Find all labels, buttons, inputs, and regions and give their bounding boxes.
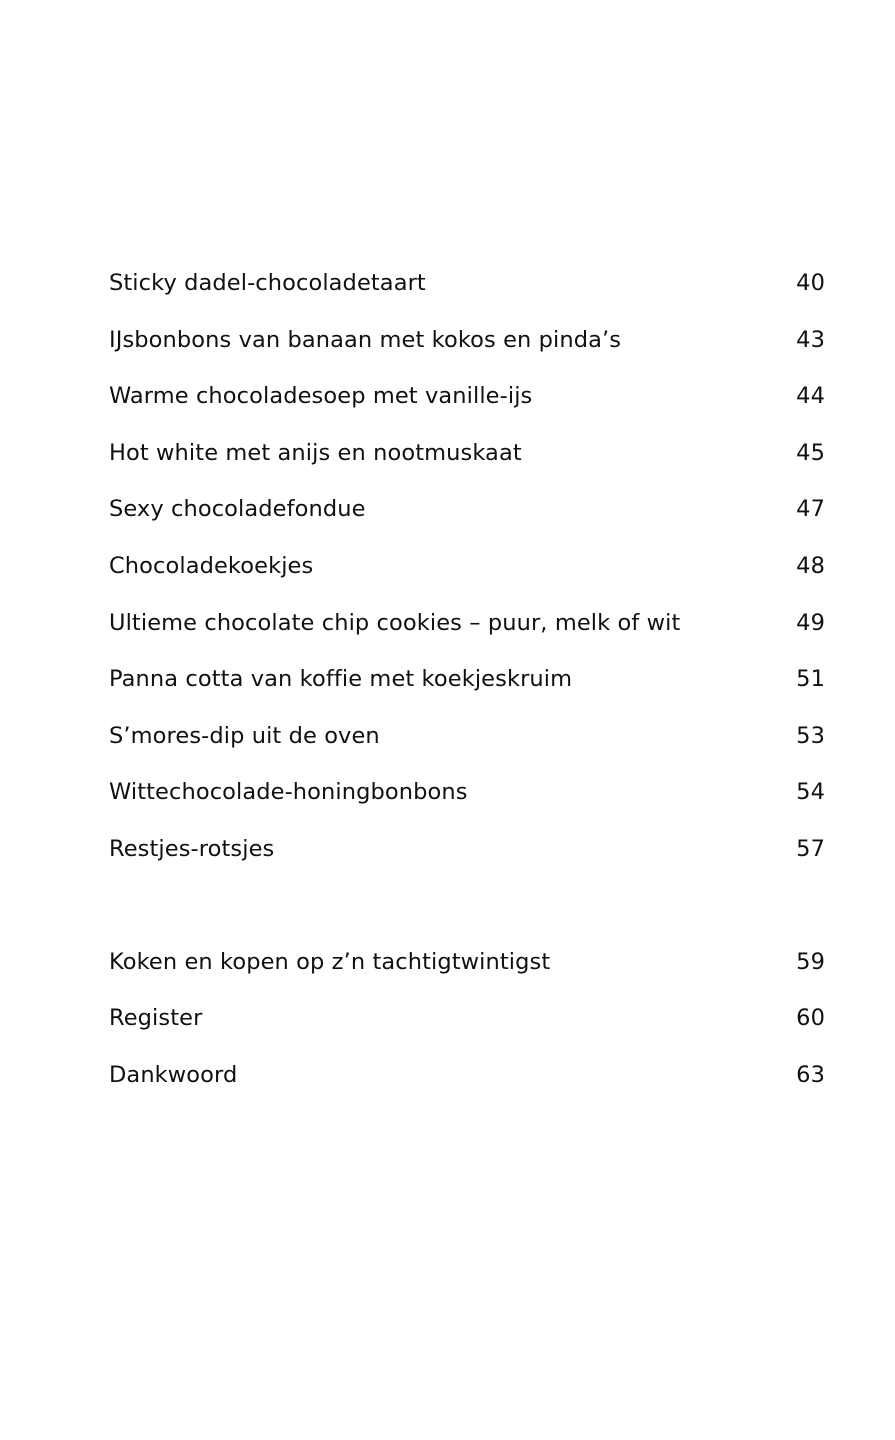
table-of-contents [109,265,825,1113]
toc-entry-page-number: 53 [796,722,825,749]
toc-entry[interactable] [109,605,825,662]
toc-entry-title: Wittechocolade-honingbonbons [109,779,468,806]
toc-entry-page-number: 51 [796,666,825,693]
toc-entry-title: Chocoladekoekjes [109,552,314,579]
toc-entry-title: Sexy chocoladefondue [109,496,366,523]
toc-entry-page-number: 48 [796,552,825,579]
toc-entry[interactable] [109,378,825,435]
toc-entry-title: S’mores-dip uit de oven [109,722,380,749]
toc-entry[interactable] [109,1057,825,1114]
toc-entry-title: Dankwoord [109,1061,238,1088]
toc-entry-page-number: 40 [796,270,825,296]
toc-entry-page-number: 45 [796,439,825,466]
toc-entry-title: Koken en kopen op z’n tachtigtwintigst [109,948,551,975]
toc-entry-page-number: 54 [796,779,825,806]
toc-entry-page-number: 43 [796,326,825,353]
toc-entry[interactable] [109,265,825,322]
toc-entry-page-number: 63 [796,1061,825,1088]
toc-entry[interactable] [109,491,825,548]
toc-group-backmatter [109,944,825,1114]
toc-entry[interactable] [109,1000,825,1057]
toc-group-recipes [109,265,825,888]
toc-entry-title: Sticky dadel-chocoladetaart [109,270,426,296]
toc-entry[interactable] [109,548,825,605]
toc-entry-page-number: 47 [796,496,825,523]
toc-entry-title: Ultieme chocolate chip cookies – puur, melk of wit [109,609,681,636]
toc-entry-title: Register [109,1005,203,1032]
toc-entry-title: Hot white met anijs en nootmuskaat [109,439,522,466]
toc-entry[interactable] [109,322,825,379]
toc-entry[interactable] [109,435,825,492]
toc-entry-page-number: 60 [796,1005,825,1032]
toc-entry-title: Restjes-rotsjes [109,835,275,862]
toc-entry-page-number: 49 [796,609,825,636]
toc-entry-title: Panna cotta van koffie met koekjeskruim [109,666,573,693]
toc-entry-page-number: 44 [796,383,825,410]
toc-entry[interactable] [109,718,825,775]
toc-entry-title: IJsbonbons van banaan met kokos en pinda’s [109,326,622,353]
toc-entry[interactable] [109,831,825,888]
toc-entry[interactable] [109,774,825,831]
toc-entry-page-number: 59 [796,948,825,975]
toc-entry[interactable] [109,944,825,1001]
toc-entry-page-number: 57 [796,835,825,862]
toc-entry-title: Warme chocoladesoep met vanille-ijs [109,383,533,410]
toc-entry[interactable] [109,661,825,718]
